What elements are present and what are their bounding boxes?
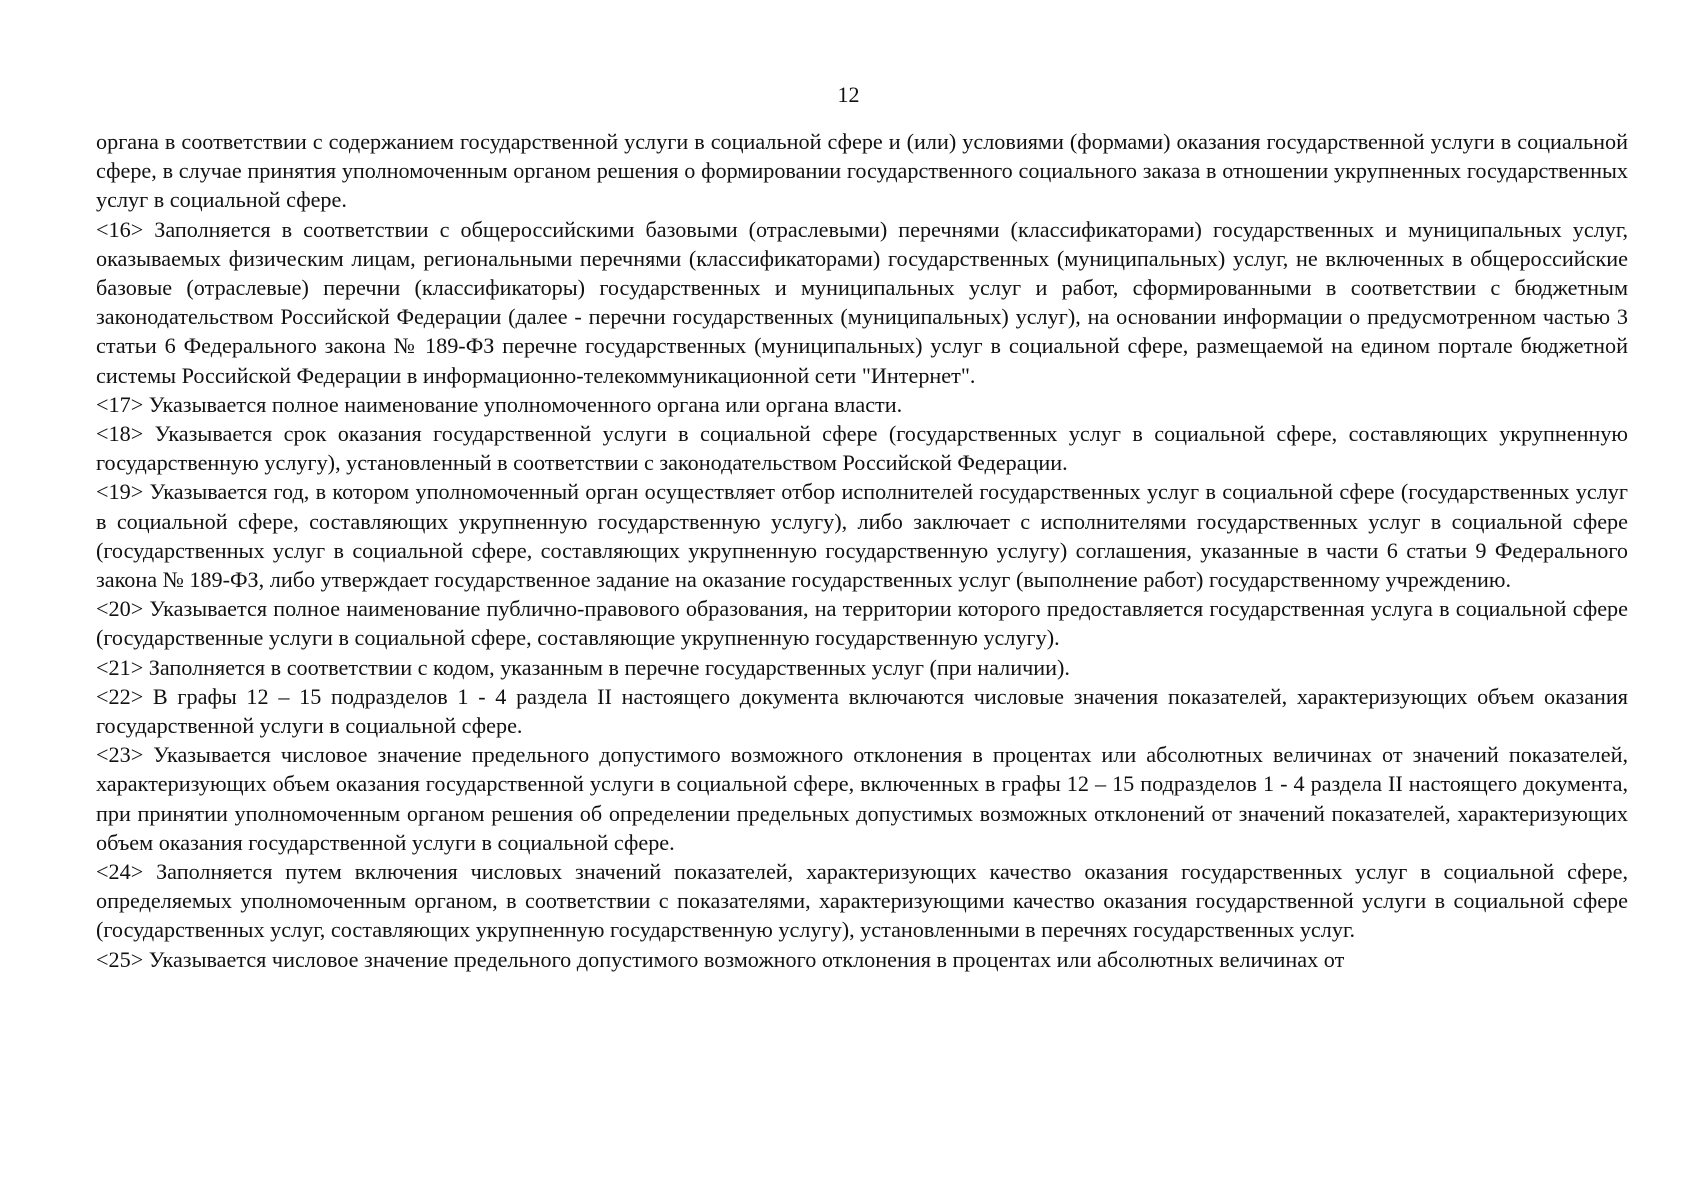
page-number: 12 — [837, 82, 860, 107]
paragraph-continuation: органа в соответствии с содержанием государственной услуги в социальной сфере и (или) условиями (формами) оказания государственной услуги в социальной сфере, в случае принятия уполномоченным органом решения о формировании государственного социального заказа в отношении укрупненных государственных услуг в социальной сфере. — [96, 129, 1628, 213]
footnote-21: <21> Заполняется в соответствии с кодом, указанным в перечне государственных услуг (при наличии). — [96, 654, 1070, 680]
footnote-24: <24> Заполняется путем включения числовых значений показателей, характеризующих качество оказания государственных услуг в социальной сфере, определяемых уполномоченным органом, в соответствии с показателями, характеризующими качество оказания государственной услуги в социальной сфере (государственных услуг, составляющих укрупненную государственную услугу), установленными в перечнях государственных услуг. — [96, 859, 1628, 943]
footnote-20: <20> Указывается полное наименование публично-правового образования, на территории которого предоставляется государственная услуга в социальной сфере (государственные услуги в социальной сфере, составляющие укрупненную государственную услугу). — [96, 596, 1628, 651]
footnote-22: <22> В графы 12 – 15 подразделов 1 - 4 раздела II настоящего документа включаются числовые значения показателей, характеризующих объем оказания государственной услуги в социальной сфере. — [96, 683, 1628, 739]
footnote-16: <16> Заполняется в соответствии с общероссийскими базовыми (отраслевыми) перечнями (классификаторами) государственных и муниципальных услуг, оказываемых физическим лицам, региональными перечнями (классификаторами) государственных (муниципальных) услуг, не включенных в общероссийские базовые (отраслевые) перечни (классификаторы) государственных и муниципальных услуг и работ, сформированными в соответствии с бюджетным законодательством Российской Федерации (далее - перечни государственных (муниципальных) услуг), на основании информации о предусмотренном частью 3 статьи 6 Федерального закона № 189-ФЗ перечне государственных (муниципальных) услуг в социальной сфере, размещаемой на едином портале бюджетной системы Российской Федерации в информационно-телекоммуникационной сети "Интернет". — [96, 216, 1628, 388]
footnote-19: <19> Указывается год, в котором уполномоченный орган осуществляет отбор исполнителей государственных услуг в социальной сфере (государственных услуг в социальной сфере, составляющих укрупненную государственную услугу), либо заключает с исполнителями государственных услуг в социальной сфере (государственных услуг в социальной сфере, составляющих укрупненную государственную услугу) соглашения, указанные в части 6 статьи 9 Федерального закона № 189-ФЗ, либо утверждает государственное задание на оказание государственных услуг (выполнение работ) государственному учреждению. — [96, 479, 1628, 593]
footnote-23: <23> Указывается числовое значение предельного допустимого возможного отклонения в процентах или абсолютных величинах от значений показателей, характеризующих объем оказания государственной услуги в социальной сфере, включенных в графы 12 – 15 подразделов 1 - 4 раздела II настоящего документа, при принятии уполномоченным органом решения об определении предельных допустимых возможных отклонений от значений показателей, характеризующих объем оказания государственной услуги в социальной сфере. — [96, 742, 1628, 855]
footnote-18: <18> Указывается срок оказания государственной услуги в социальной сфере (государственных услуг в социальной сфере, составляющих укрупненную государственную услугу), установленный в соответствии с законодательством Российской Федерации. — [96, 421, 1628, 476]
footnote-25: <25> Указывается числовое значение предельного допустимого возможного отклонения в процентах или абсолютных величинах от — [96, 946, 1345, 972]
footnote-17: <17> Указывается полное наименование уполномоченного органа или органа власти. — [96, 391, 903, 417]
document-body — [96, 127, 1628, 974]
